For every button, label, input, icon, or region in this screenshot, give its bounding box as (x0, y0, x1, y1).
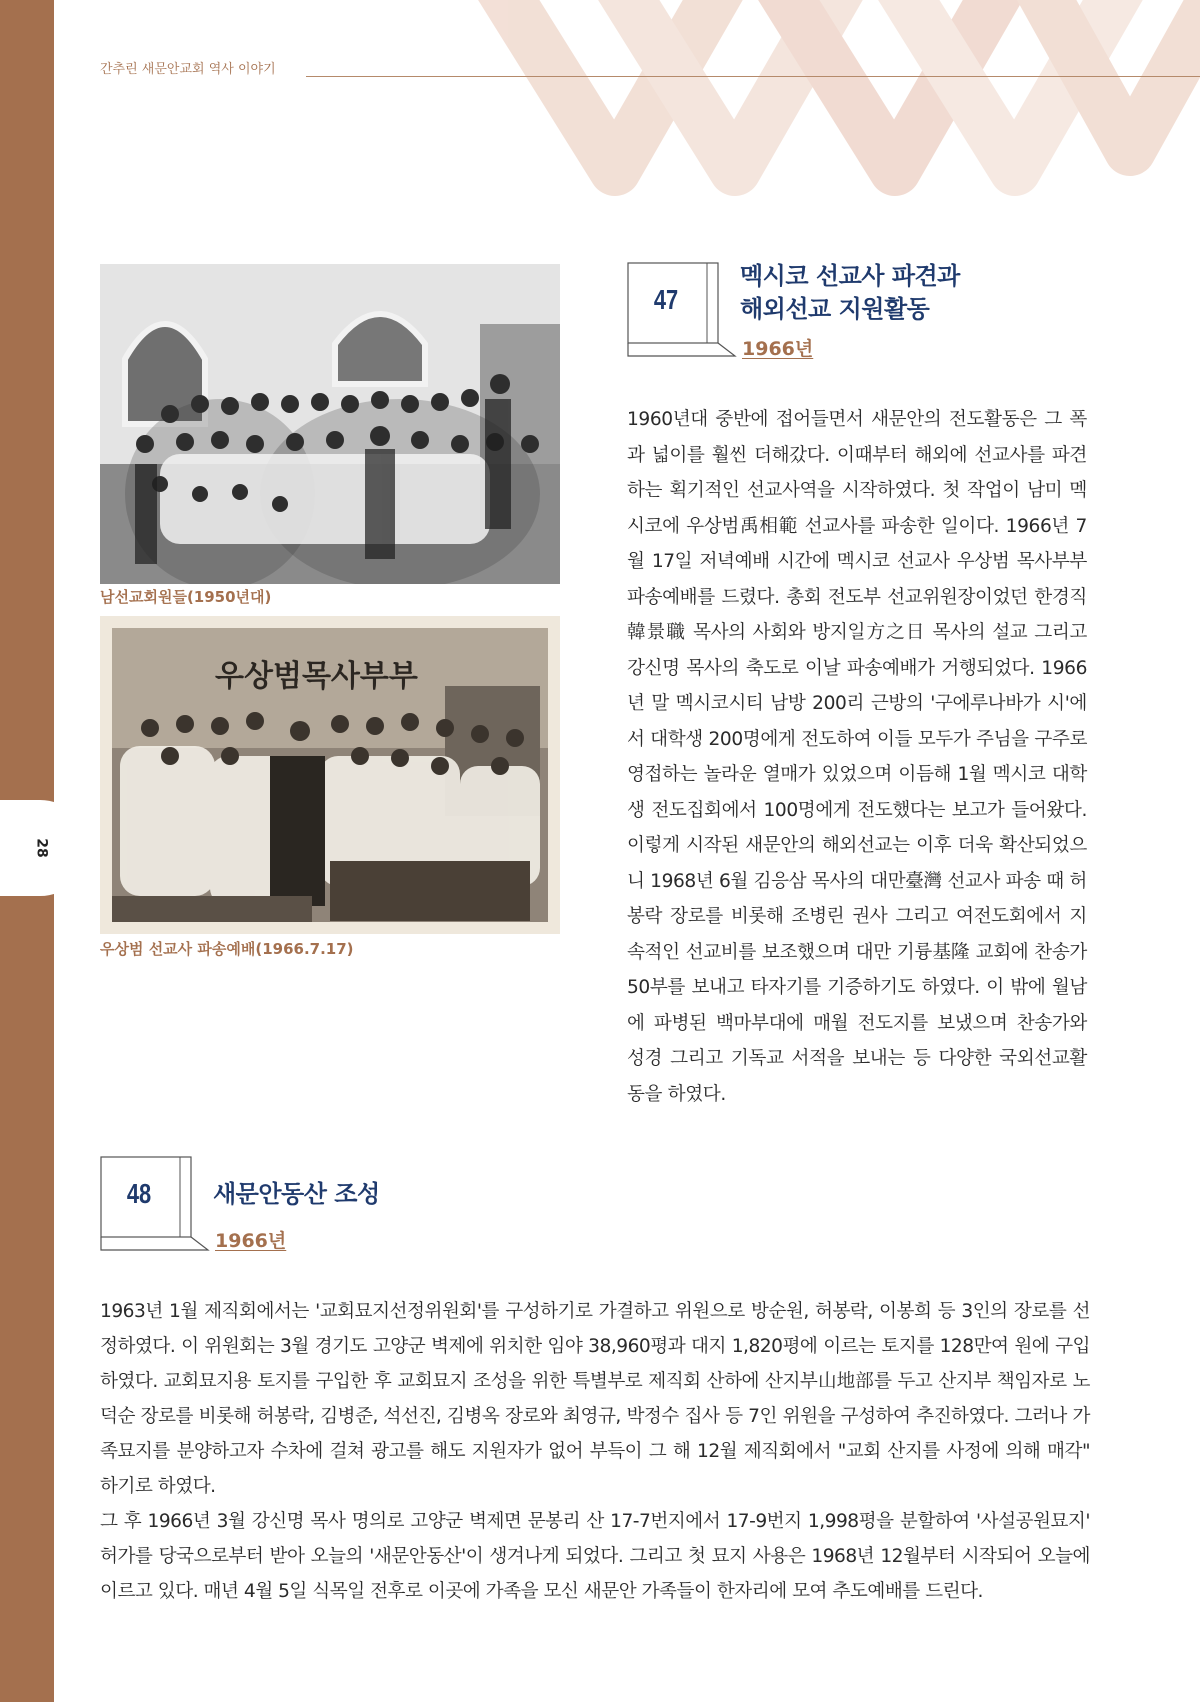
header-title: 간추린 새문안교회 역사 이야기 (100, 62, 276, 77)
section-47-year: 1966년 (742, 338, 814, 360)
section-47-title-line1: 멕시코 선교사 파견과 (740, 262, 960, 290)
banner-text: 우상범목사부부 (215, 659, 418, 694)
photo-missionary-service (100, 616, 560, 934)
section-47-paragraph: 1960년대 중반에 접어들면서 새문안의 전도활동은 그 폭과 넓이를 훨씬 더해갔다. 이때부터 해외에 선교사를 파견하는 획기적인 선교사역을 시작하였다. 첫 작업이 남미 멕시코에 우상범禹相範 선교사를 파송한 일이다. 1966년 7월 17일 저녁예배 시간에 멕시코 선교사 우상범 목사부부 파송예배를 드렸다. 총회 전도부 선교위원장이었던 한경직韓景職 목사의 사회와 방지일方之日 목사의 설교 그리고 강신명 목사의 축도로 이날 파송예배가 거행되었다. 1966년 말 멕시코시티 남방 200리 근방의 '구에루나바가 시'에서 대학생 200명에게 전도하여 이들 모두가 주님을 구주로 영접하는 놀라운 열매가 있었으며 이듬해 1월 멕시코 대학생 전도집회에서 100명에게 전도했다는 보고가 들어왔다. 이렇게 시작된 새문안의 해외선교는 이후 더욱 확산되었으니 1968년 6월 김응삼 목사의 대만臺灣 선교사 파송 때 허봉락 장로를 비롯해 조병린 권사 그리고 여전도회에서 지속적인 선교비를 보조했으며 대만 기륭基隆 교회에 찬송가 50부를 보내고 타자기를 기증하기도 하였다. 이 밖에 월남에 파병된 백마부대에 매월 전도지를 보냈으며 찬송가와 성경 그리고 기독교 서적을 보내는 등 다양한 국외선교활동을 하였다. (627, 409, 1087, 1105)
section-48-number: 48 (126, 1178, 152, 1209)
page-number-tab (0, 800, 88, 896)
section-48-paragraph-2: 그 후 1966년 3월 강신명 목사 명의로 고양군 벽제면 문봉리 산 17-7번지에서 17-9번지 1,998평을 분할하여 '사설공원묘지' 허가를 당국으로부터 받아 오늘의 '새문안동산'이 생겨나게 되었다. 그리고 첫 묘지 사용은 1968년 12월부터 시작되어 오늘에 이르고 있다. 매년 4월 5일 식목일 전후로 이곳에 가족을 모신 새문안 가족들이 한자리에 모여 추도예배를 드린다. (100, 1511, 1090, 1602)
section-47-number: 47 (653, 284, 679, 315)
section-47-body (627, 402, 1087, 1112)
group-photo-image (100, 264, 560, 584)
header-chevron-decoration (470, 0, 1200, 210)
section-48-year: 1966년 (215, 1230, 287, 1252)
header-rule (306, 76, 1200, 77)
page-number: 28 (33, 838, 50, 858)
section-48-paragraph-1: 1963년 1월 제직회에서는 '교회묘지선정위원회'를 구성하기로 가결하고 위원으로 방순원, 허봉락, 이봉희 등 3인의 장로를 선정하였다. 이 위원회는 3월 경기도 고양군 벽제에 위치한 임야 38,960평과 대지 1,820평에 이르는 토지를 128만여 원에 구입하였다. 교회묘지용 토지를 구입한 후 교회묘지 조성을 위한 특별부로 제직회 산하에 산지부山地部를 두고 산지부 책임자로 노덕순 장로를 비롯해 허봉락, 김병준, 석선진, 김병옥 장로와 최영규, 박정수 집사 등 7인 위원을 구성하여 추진하였다. 그러나 가족묘지를 분양하고자 수차에 걸쳐 광고를 해도 지원자가 없어 부득이 그 해 12월 제직회에서 "교회 산지를 사정에 의해 매각" 하기로 하였다. (100, 1301, 1090, 1497)
section-48-body (100, 1294, 1090, 1609)
photo-mens-fellowship (100, 264, 560, 584)
section-47-title (740, 260, 960, 326)
photo-caption-2: 우상범 선교사 파송예배(1966.7.17) (100, 940, 354, 958)
commissioning-photo-image (100, 616, 560, 934)
photo-caption-1: 남선교회원들(1950년대) (100, 588, 272, 606)
section-47-title-line2: 해외선교 지원활동 (740, 295, 930, 323)
section-48-title: 새문안동산 조성 (213, 1180, 380, 1208)
